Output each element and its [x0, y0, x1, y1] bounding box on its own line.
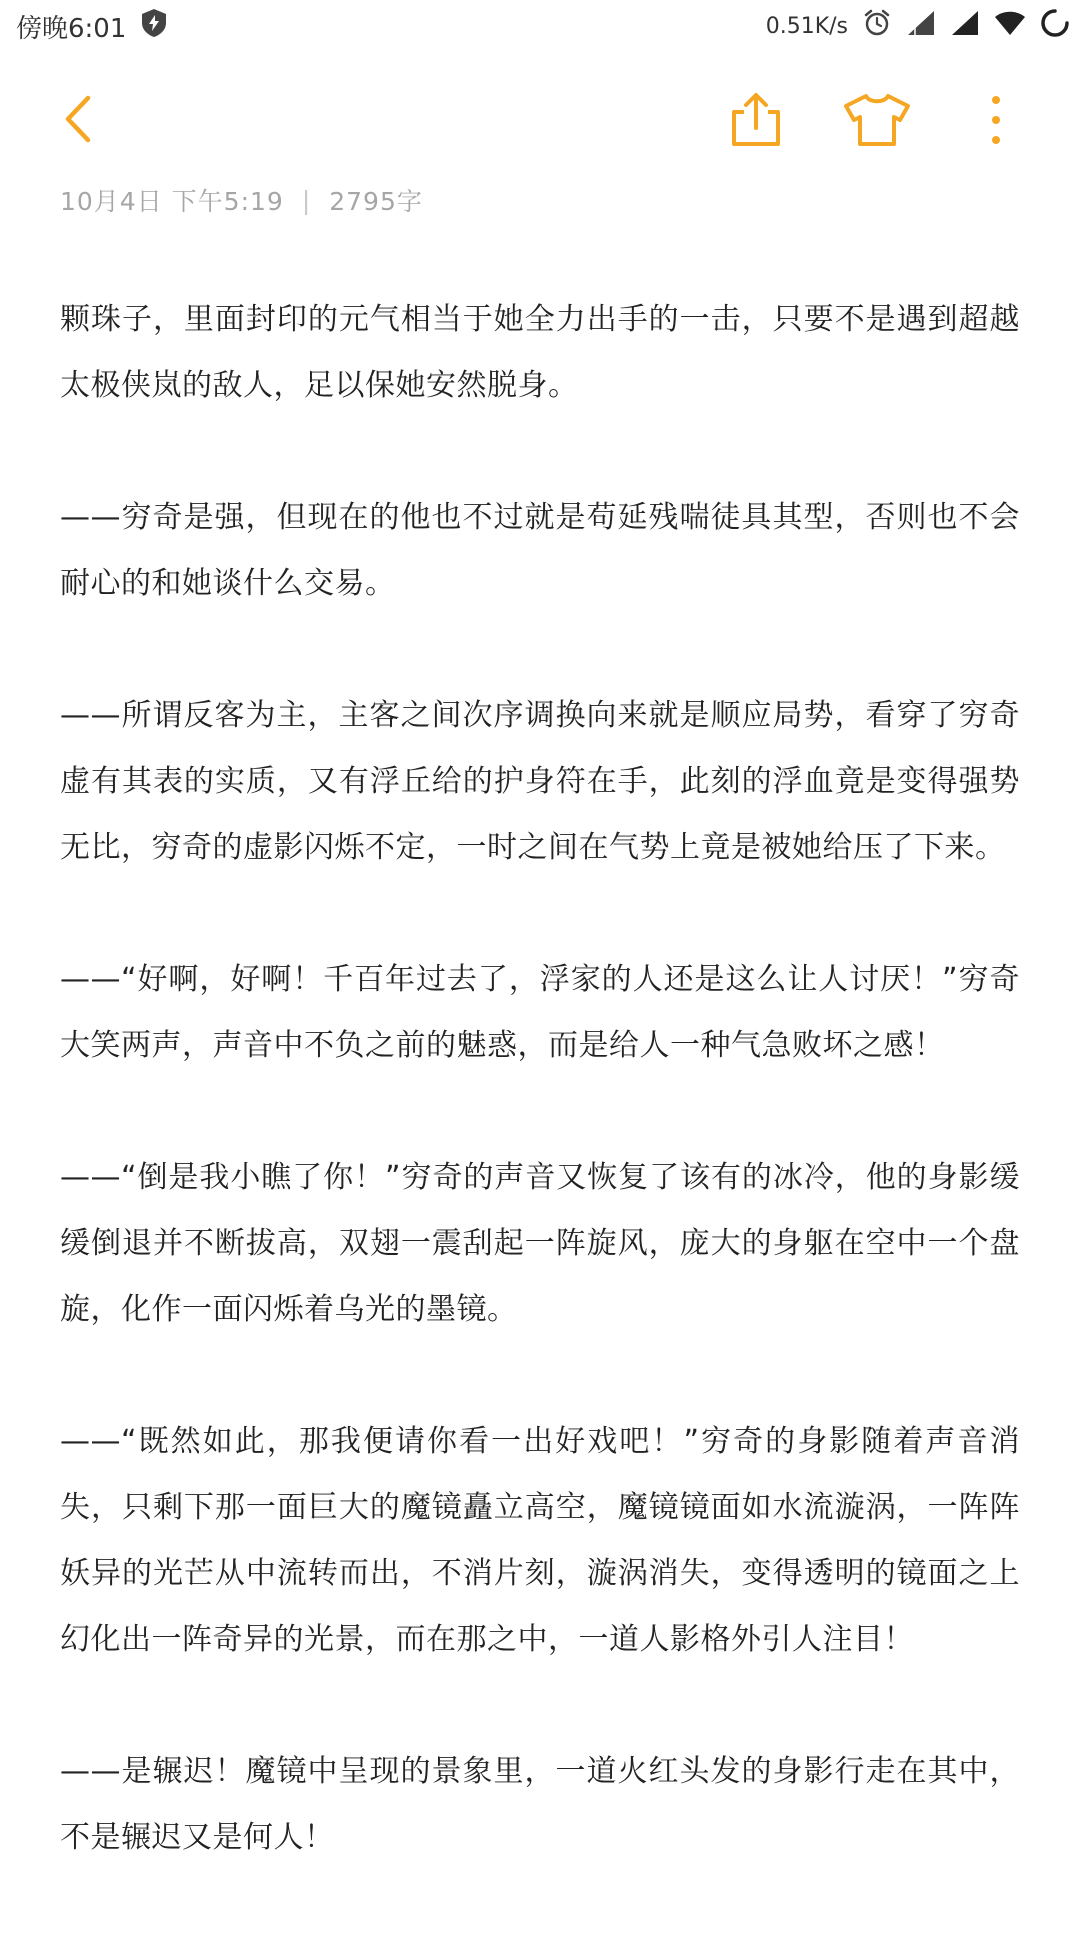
paragraph: ——所谓反客为主，主客之间次序调换向来就是顺应局势，看穿了穷奇虚有其表的实质，又有浮丘给的护身符在手，此刻的浮血竟是变得强势无比，穷奇的虚影闪烁不定，一时之间在气势上竟是被她给压了下来。	[60, 698, 1020, 865]
paragraph: 颗珠子，里面封印的元气相当于她全力出手的一击，只要不是遇到超越太极侠岚的敌人，足以保她安然脱身。	[60, 302, 1020, 403]
battery-loading-icon	[1040, 8, 1070, 44]
more-vertical-icon	[976, 90, 1016, 150]
note-meta	[60, 182, 423, 218]
note-toolbar	[0, 72, 1080, 168]
network-speed: 0.51K/s	[765, 13, 848, 39]
note-body[interactable]	[60, 287, 1020, 1937]
back-icon	[54, 92, 108, 146]
share-icon	[726, 90, 786, 150]
status-time: 傍晚6:01	[16, 14, 127, 44]
shirt-icon	[842, 90, 912, 150]
paragraph: ——“倒是我小瞧了你！”穷奇的声音又恢复了该有的冰冷，他的身影缓缓倒退并不断拔高，双翅一震刮起一阵旋风，庞大的身躯在空中一个盘旋，化作一面闪烁着乌光的墨镜。	[60, 1160, 1020, 1327]
back-button[interactable]	[54, 92, 108, 146]
status-bar	[0, 0, 1080, 52]
theme-button[interactable]	[842, 90, 912, 150]
paragraph: ——是辗迟！魔镜中呈现的景象里，一道火红头发的身影行走在其中，不是辗迟又是何人！	[60, 1754, 1020, 1855]
status-left	[16, 8, 168, 45]
meta-separator: |	[301, 185, 312, 215]
signal-icon	[950, 9, 980, 43]
paragraph: ——“好啊，好啊！千百年过去了，浮家的人还是这么让人讨厌！”穷奇大笑两声，声音中不负之前的魅惑，而是给人一种气急败坏之感！	[60, 962, 1020, 1063]
more-button[interactable]	[976, 90, 1016, 150]
paragraph: ——“既然如此，那我便请你看一出好戏吧！”穷奇的身影随着声音消失，只剩下那一面巨大的魔镜矗立高空，魔镜镜面如水流漩涡，一阵阵妖异的光芒从中流转而出，不消片刻，漩涡消失，变得透明的镜面之上幻化出一阵奇异的光景，而在那之中，一道人影格外引人注目！	[60, 1424, 1020, 1657]
share-button[interactable]	[726, 90, 786, 150]
status-right	[766, 8, 1070, 44]
word-count: 2795字	[329, 187, 423, 216]
paragraph: ——穷奇是强，但现在的他也不过就是苟延残喘徒具其型，否则也不会耐心的和她谈什么交易。	[60, 500, 1020, 601]
alarm-icon	[862, 8, 892, 44]
wifi-icon	[994, 9, 1026, 43]
shield-bolt-icon	[140, 8, 168, 45]
signal-icon	[906, 9, 936, 43]
note-date: 10月4日 下午5:19	[60, 187, 284, 216]
